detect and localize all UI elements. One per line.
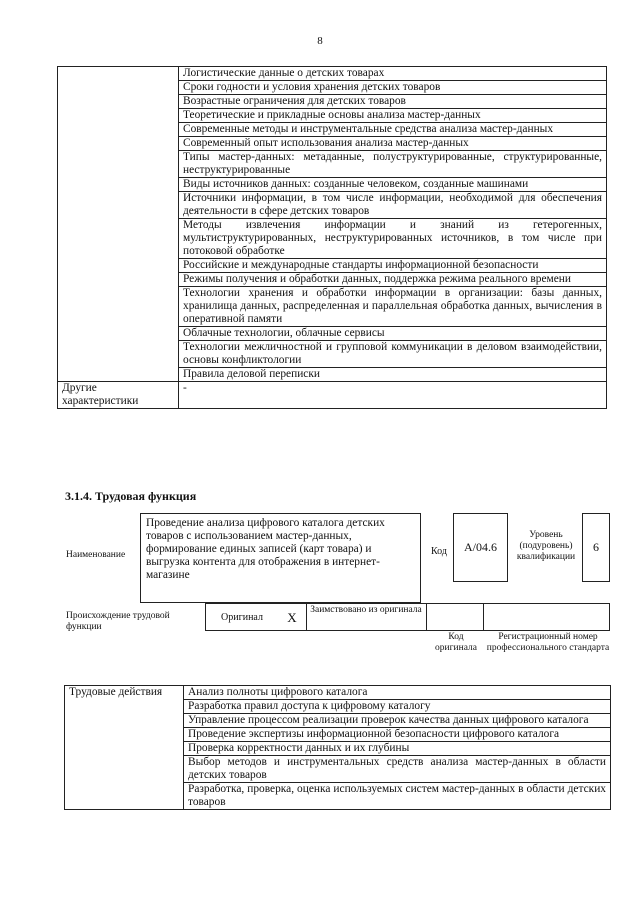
name-label: Наименование [66,550,126,560]
actions-label: Трудовые действия [65,686,184,810]
action-item: Разработка правил доступа к цифровому каталогу [184,700,611,714]
origin-row [205,603,610,631]
action-item: Проведение экспертизы информационной безопасности цифрового каталога [184,728,611,742]
function-code-box [453,513,508,582]
knowledge-item: Виды источников данных: созданные человеком, созданные машинами [179,178,607,192]
action-item: Управление процессом реализации проверок качества данных цифрового каталога [184,714,611,728]
knowledge-item: Режимы получения и обработки данных, поддержка режима реального времени [179,273,607,287]
action-item: Проверка корректности данных и их глубины [184,742,611,756]
knowledge-item: Сроки годности и условия хранения детских товаров [179,81,607,95]
section-heading: 3.1.4. Трудовая функция [65,489,197,503]
knowledge-item: Облачные технологии, облачные сервисы [179,327,607,341]
knowledge-item: Современные методы и инструментальные средства анализа мастер-данных [179,123,607,137]
level-label: Уровень (подуровень) квалификации [516,530,576,562]
knowledge-item: Логистические данные о детских товарах [179,67,607,81]
other-characteristics-label: Другие характеристики [58,382,179,409]
action-item: Разработка, проверка, оценка используемых систем мастер-данных в области детских товаров [184,783,611,810]
knowledge-item: Возрастные ограничения для детских товаров [179,95,607,109]
knowledge-item: Теоретические и прикладные основы анализа мастер-данных [179,109,607,123]
knowledge-item: Технологии хранения и обработки информации в организации: базы данных, хранилища данных, распределенная и параллельная обработка данных, вычисления в оперативной памяти [179,287,607,327]
knowledge-item: Российские и международные стандарты информационной безопасности [179,259,607,273]
action-item: Выбор методов и инструментальных средств анализа мастер-данных в области детских товаров [184,756,611,783]
knowledge-item: Правила деловой переписки [179,368,607,382]
knowledge-item: Методы извлечения информации и знаний из гетерогенных, мультиструктурированных, неструктурированных источников, в том числе при потоковой обработке [179,219,607,259]
action-item: Анализ полноты цифрового каталога [184,686,611,700]
knowledge-item: Технологии межличностной и групповой коммуникации в деловом взаимодействии, основы конфликтологии [179,341,607,368]
origin-code-cell [426,604,484,630]
code-label: Код [431,546,447,557]
knowledge-item: Источники информации, в том числе информации, необходимой для обеспечения деятельности в сфере детских товаров [179,192,607,219]
knowledge-item: Современный опыт использования анализа мастер-данных [179,137,607,151]
knowledge-label-cell [58,67,179,382]
level-value-box [582,513,610,582]
level-value: 6 [593,540,599,554]
function-name-box [140,513,421,603]
page-number: 8 [317,35,323,47]
borrowed-label: Заимствовано из оригинала [310,605,422,615]
function-code-value: A/04.6 [464,540,497,554]
knowledge-item: Типы мастер-данных: метаданные, полуструктурированные, структурированные, неструктурированные [179,151,607,178]
original-label: Оригинал [221,611,263,623]
function-name-value: Проведение анализа цифрового каталога детских товаров с использованием мастер-данных, формирование единых записей (карт товара) и выгрузка контента для отображения в интернет-магазине [146,517,385,581]
other-characteristics-row [58,382,607,409]
origin-label: Происхождение трудовой функции [66,611,170,632]
actions-table [64,685,611,810]
code-caption: Код оригинала [435,632,477,653]
original-mark: X [278,604,307,630]
action-row [65,686,611,700]
knowledge-row [58,67,607,81]
knowledge-table [57,66,607,409]
reg-caption: Регистрационный номер профессионального стандарта [486,632,610,653]
other-characteristics-value: - [179,382,607,409]
